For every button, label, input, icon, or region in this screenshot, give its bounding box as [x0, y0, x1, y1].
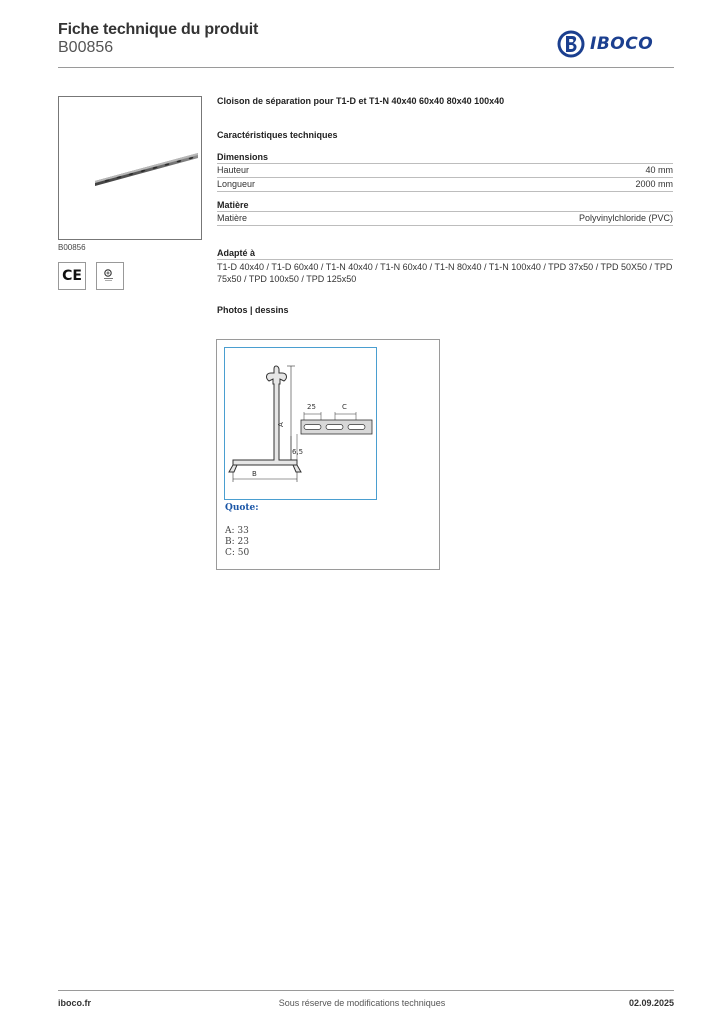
- profile-shape: [229, 366, 304, 472]
- page-title: Fiche technique du produit: [58, 21, 259, 38]
- footer-date: 02.09.2025: [628, 998, 674, 1008]
- spec-row-length: [217, 177, 673, 192]
- spec-value: Polyvinylchloride (PVC): [578, 213, 673, 223]
- profile-diagram: [225, 348, 376, 499]
- ce-mark-text: CE: [62, 268, 82, 284]
- iboco-logo: [556, 28, 674, 60]
- spec-label: Matière: [217, 213, 248, 223]
- product-details: [217, 96, 673, 315]
- footer-divider: [58, 990, 674, 991]
- quote-a: A: 33: [225, 526, 249, 536]
- spec-value: 2000 mm: [635, 179, 673, 189]
- adapted-heading: Adapté à: [217, 248, 256, 258]
- material-heading: Matière: [217, 200, 249, 210]
- photos-heading: Photos | dessins: [217, 305, 289, 315]
- quote-title: Quote:: [225, 503, 259, 513]
- footer-disclaimer: Sous réserve de modifications techniques: [278, 998, 446, 1008]
- technical-specs-heading: Caractéristiques techniques: [217, 130, 338, 140]
- product-photo: [58, 96, 202, 240]
- product-description: Cloison de séparation pour T1-D et T1-N 40x40 60x40 80x40 100x40: [217, 96, 505, 106]
- technical-drawing: [216, 339, 440, 570]
- quote-b: B: 23: [225, 537, 249, 547]
- footer-website-link[interactable]: iboco.fr: [58, 998, 91, 1008]
- compatible-products: T1-D 40x40 / T1-D 60x40 / T1-N 40x40 / T1-N 60x40 / T1-N 80x40 / T1-N 100x40 / TPD 37x50 / TPD 50X50 / TPD 75x50 / TPD 100x50 / TPD 125x50: [217, 259, 673, 285]
- partition-strip-image: [59, 97, 201, 239]
- image-caption: B00856: [58, 243, 86, 252]
- spec-value: 40 mm: [645, 165, 673, 175]
- spec-label: Longueur: [217, 179, 256, 189]
- dim-b-label: B: [252, 470, 257, 478]
- iboco-emblem-icon: [556, 29, 586, 59]
- ce-mark-icon: [58, 262, 86, 290]
- spec-row-material: [217, 211, 673, 226]
- product-code: B00856: [58, 39, 114, 56]
- spec-row-height: [217, 163, 673, 177]
- logo-text: IBOCO: [590, 34, 654, 54]
- dim-6-5-label: 6,5: [292, 448, 304, 456]
- certification-mark-icon: [96, 262, 124, 290]
- quality-seal-icon: [99, 265, 121, 287]
- dimensions-heading: Dimensions: [217, 152, 269, 162]
- profile-drawing: [224, 347, 377, 500]
- spec-label: Hauteur: [217, 165, 250, 175]
- header-divider: [58, 67, 674, 68]
- dim-25-label: 25: [307, 403, 316, 411]
- quote-c: C: 50: [225, 548, 250, 558]
- slotted-strip: [297, 412, 372, 460]
- dim-a-label: A: [277, 422, 285, 427]
- dim-c-label: C: [342, 403, 347, 411]
